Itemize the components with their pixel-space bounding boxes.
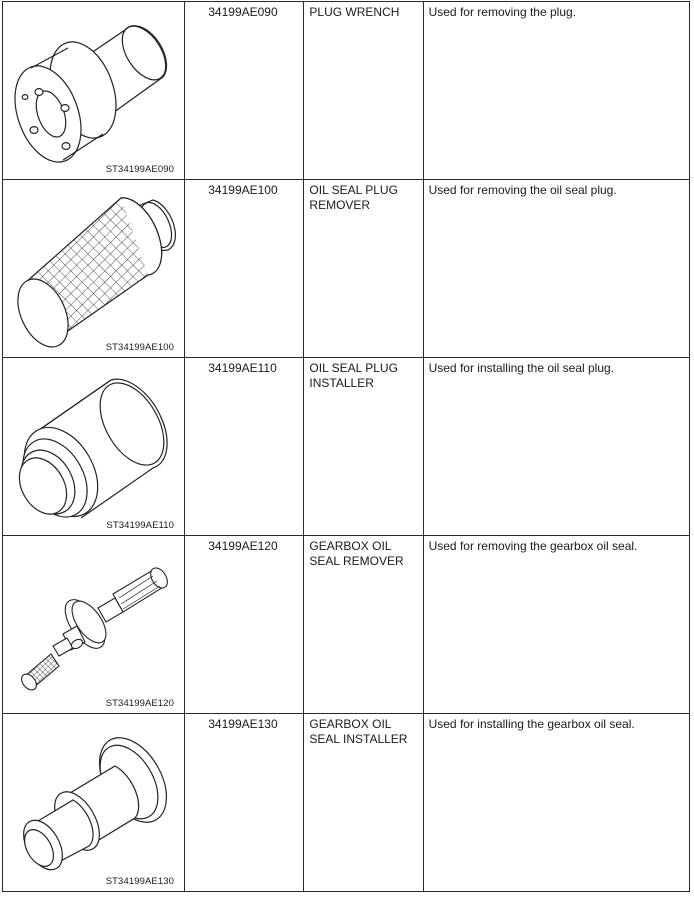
- illustration-caption: ST34199AE130: [105, 876, 174, 887]
- part-number-cell: [185, 180, 304, 358]
- illustration-cell: [3, 714, 185, 892]
- illustration-caption: ST34199AE110: [106, 520, 174, 531]
- special-tools-table: [2, 1, 690, 892]
- part-number: 34199AE090: [208, 5, 278, 19]
- table-row: [3, 2, 690, 180]
- part-number-cell: [185, 714, 304, 892]
- tool-name-cell: [304, 2, 423, 180]
- gearbox-oil-seal-remover-icon: [3, 536, 184, 714]
- plug-wrench-icon: [3, 2, 184, 180]
- description-cell: [423, 2, 689, 180]
- tool-name: OIL SEAL PLUG REMOVER: [309, 183, 398, 212]
- tool-description: Used for installing the gearbox oil seal.: [428, 717, 635, 731]
- part-number-cell: [185, 2, 304, 180]
- illustration-cell: [3, 536, 185, 714]
- description-cell: [423, 358, 689, 536]
- tool-description: Used for installing the oil seal plug.: [428, 361, 615, 375]
- part-number-cell: [185, 358, 304, 536]
- tool-name-cell: [304, 358, 423, 536]
- table-row: [3, 180, 690, 358]
- tool-description: Used for removing the oil seal plug.: [428, 183, 617, 197]
- description-cell: [423, 180, 689, 358]
- illustration-caption: ST34199AE100: [105, 342, 174, 353]
- part-number: 34199AE100: [208, 183, 278, 197]
- description-cell: [423, 714, 689, 892]
- illustration-cell: [3, 358, 185, 536]
- tool-name: OIL SEAL PLUG INSTALLER: [309, 361, 398, 390]
- part-number: 34199AE120: [208, 539, 278, 553]
- table-row: [3, 536, 690, 714]
- tool-name: GEARBOX OIL SEAL INSTALLER: [309, 717, 408, 746]
- oil-seal-plug-remover-icon: [3, 180, 184, 358]
- description-cell: [423, 536, 689, 714]
- part-number: 34199AE110: [208, 361, 277, 375]
- illustration-caption: ST34199AE120: [105, 698, 174, 709]
- tool-name: PLUG WRENCH: [309, 5, 400, 19]
- gearbox-oil-seal-installer-icon: [3, 714, 184, 892]
- tool-name-cell: [304, 180, 423, 358]
- tool-description: Used for removing the gearbox oil seal.: [428, 539, 638, 553]
- table-row: [3, 358, 690, 536]
- tool-name: GEARBOX OIL SEAL REMOVER: [309, 539, 404, 568]
- tool-name-cell: [304, 714, 423, 892]
- illustration-cell: [3, 2, 185, 180]
- table-row: [3, 714, 690, 892]
- part-number: 34199AE130: [208, 717, 278, 731]
- oil-seal-plug-installer-icon: [3, 358, 184, 536]
- tool-name-cell: [304, 536, 423, 714]
- tool-description: Used for removing the plug.: [428, 5, 577, 19]
- illustration-cell: [3, 180, 185, 358]
- part-number-cell: [185, 536, 304, 714]
- illustration-caption: ST34199AE090: [105, 164, 174, 175]
